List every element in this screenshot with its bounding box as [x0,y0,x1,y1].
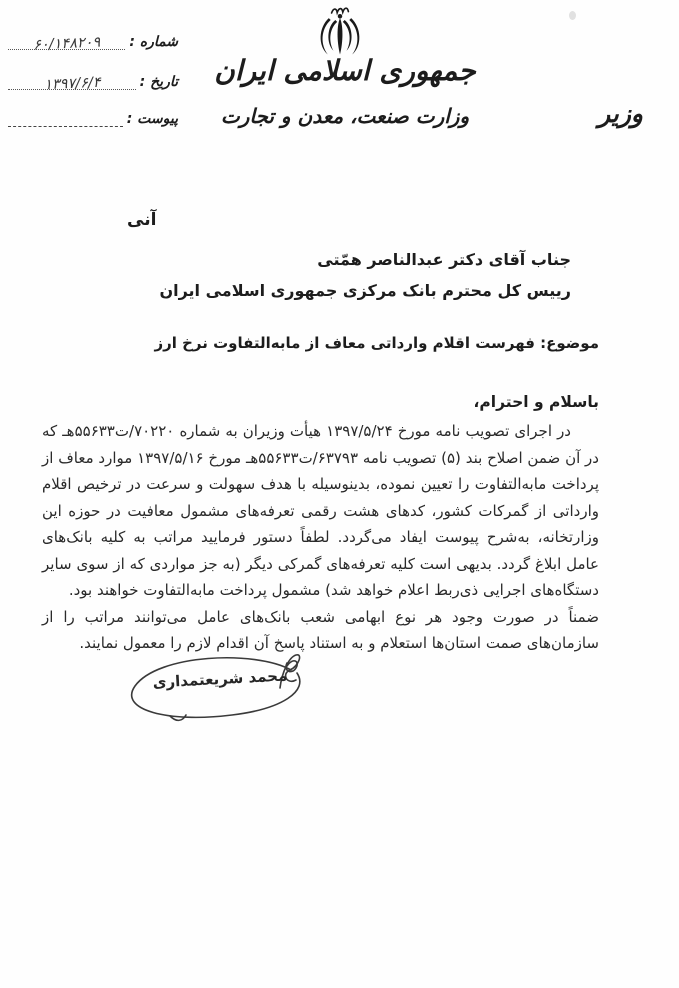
letter-number-value: ۶۰/۱۴۸۲۰۹ [32,34,101,54]
recipient-title: رییس کل محترم بانک مرکزی جمهوری اسلامی ایران [159,281,571,300]
body-paragraph-1: در اجرای تصویب نامه مورخ ۱۳۹۷/۵/۲۴ هیأت وزیران به شماره ۷۰۲۲۰/ت۵۵۶۳۳هـ که در آن ضمن اصلاح بند (۵) تصویب نامه ۶۳۷۹۳/ت۵۵۶۳۳هـ مورخ ۱۳۹۷/۵/۱۶ موارد معاف از پرداخت مابه‌التفاوت را تعیین نموده، بدینوسیله با هدف سهولت و سرعت در ترخیص اقلام وارداتی از گمرکات کشور، کدهای هشت رقمی تعرفه‌های مشمول معافیت در حوزه این وزارتخانه، به‌شرح پیوست ایفاد می‌گردد. لطفاً دستور فرمایید مراتب به کلیه بانک‌های عامل ابلاغ گردد. بدیهی است کلیه تعرفه‌های گمرکی دیگر (به جز مواردی که از سوی سایر دستگاه‌های اجرایی ذی‌ربط اعلام خواهد شد) مشمول پرداخت مابه‌التفاوت خواهند بود. [42,422,599,599]
attachment-line [8,107,123,127]
signature-block [110,646,320,731]
body-paragraph-2: ضمناً در صورت وجود هر نوع ابهامی شعب بانک‌های عامل می‌توانند مراتب را از سازمان‌های صمت استان‌ها استعلام و به استناد پاسخ آن اقدام لازم را معمول نمایند. [42,607,599,652]
signature-scrawl-icon [110,646,320,731]
letter-number-label: شماره : [129,34,178,50]
letter-number-row [8,30,178,54]
letter-number-line [8,30,125,54]
subject-line: موضوع: فهرست اقلام وارداتی معاف از مابه‌التفاوت نرخ ارز [154,334,599,352]
attachment-label: پیوست : [126,111,178,127]
letter-date-row [8,70,178,94]
salutation: باسلام و احترام، [473,393,599,411]
scan-artifact [569,11,576,20]
recipient-name: جناب آقای دکتر عبدالناصر همّتی [317,250,571,269]
letter-date-value: ۱۳۹۷/۶/۴ [43,74,101,94]
letter-date-line [8,70,136,94]
signatory-name: محمد شریعتمداری [152,666,288,692]
country-title: جمهوری اسلامی ایران [214,54,476,87]
letter-body [42,418,599,657]
urgency-stamp: آنی [127,210,157,230]
ministry-title: وزارت صنعت، معدن و تجارت [220,104,470,128]
letter-date-label: تاریخ : [139,74,178,90]
recipient-block [159,244,571,306]
attachment-row [8,107,178,127]
minister-title: وزیر [598,99,643,128]
